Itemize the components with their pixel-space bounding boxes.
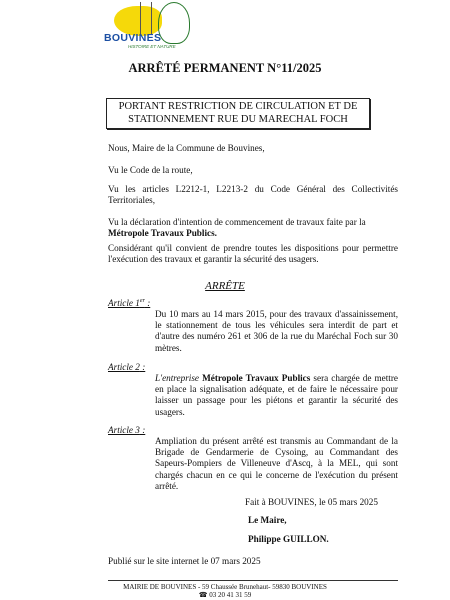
- intro-declaration-company: Métropole Travaux Publics.: [108, 228, 217, 239]
- object-box: [106, 98, 370, 129]
- logo-tree-icon: [158, 2, 190, 44]
- object-line-2: STATIONNEMENT RUE DU MARECHAL FOCH: [128, 114, 348, 125]
- article-3-text: Ampliation du présent arrêté est transmis au Commandant de la Brigade de Gendarmerie de Cysoing, au Commandant des Sapeurs-Pompiers de Villeneuve d'Ascq, à la MEL, qui sont chargés chacun en ce qui le concerne de l'exécution du présent arrêté.: [155, 436, 398, 491]
- intro-articles: Vu les articles L2212-1, L2213-2 du Code Général des Collectivités Territoriales,: [108, 184, 398, 206]
- article-2-body: sera chargée de mettre en place la signalisation adéquate, et de faire le nécessaire pour laisser un passage pour les piétons et garantir la sécurité des usagers.: [155, 373, 398, 417]
- footer: [0, 583, 450, 599]
- intro-maire: Nous, Maire de la Commune de Bouvines,: [108, 143, 265, 153]
- arrete-heading: ARRÊTE: [205, 280, 245, 292]
- signature-name: Philippe GUILLON.: [248, 534, 329, 544]
- footer-phone-row: [0, 591, 450, 599]
- footer-phone: 03 20 41 31 59: [209, 591, 252, 599]
- article-1-label: Article 1er :: [108, 298, 151, 309]
- logo-tagline: HISTOIRE ET NATURE: [128, 44, 176, 49]
- article-2-label: Article 2 :: [108, 362, 146, 372]
- article-2-text: [155, 373, 398, 418]
- intro-considerant: Considérant qu'il convient de prendre toutes les dispositions pour permettre l'exécution des travaux et garantir la sécurité des usagers.: [108, 243, 398, 265]
- footer-address: MAIRIE DE BOUVINES - 59 Chaussée Brunehaut- 59830 BOUVINES: [123, 583, 327, 591]
- article-2-company: Métropole Travaux Publics: [202, 373, 311, 383]
- bouvines-logo: [100, 2, 200, 50]
- phone-icon: ☎: [198, 591, 208, 599]
- article-2-prefix: L'entreprise: [155, 373, 203, 383]
- footer-divider: [108, 580, 398, 581]
- object-line-1: PORTANT RESTRICTION DE CIRCULATION ET DE: [118, 101, 358, 112]
- page-title: ARRÊTÉ PERMANENT N°11/2025: [128, 61, 322, 75]
- intro-declaration: [108, 217, 398, 239]
- logo-church-icon: [140, 2, 152, 34]
- published-note: Publié sur le site internet le 07 mars 2025: [108, 556, 261, 566]
- signature-role: Le Maire,: [248, 515, 287, 525]
- article-1-text: Du 10 mars au 14 mars 2015, pour des travaux d'assainissement, le stationnement de tous les véhicules sera interdit de part et d'autre des numéro 261 et 306 de la rue du Maréchal Foch sur 30 mètres.: [155, 309, 398, 353]
- logo-name: BOUVINES: [104, 32, 162, 44]
- article-3-label: Article 3 :: [108, 425, 146, 435]
- intro-code-route: Vu le Code de la route,: [108, 165, 193, 175]
- signature-place-date: Fait à BOUVINES, le 05 mars 2025: [245, 497, 378, 507]
- intro-declaration-text: Vu la déclaration d'intention de commencement de travaux faite par la: [108, 217, 366, 227]
